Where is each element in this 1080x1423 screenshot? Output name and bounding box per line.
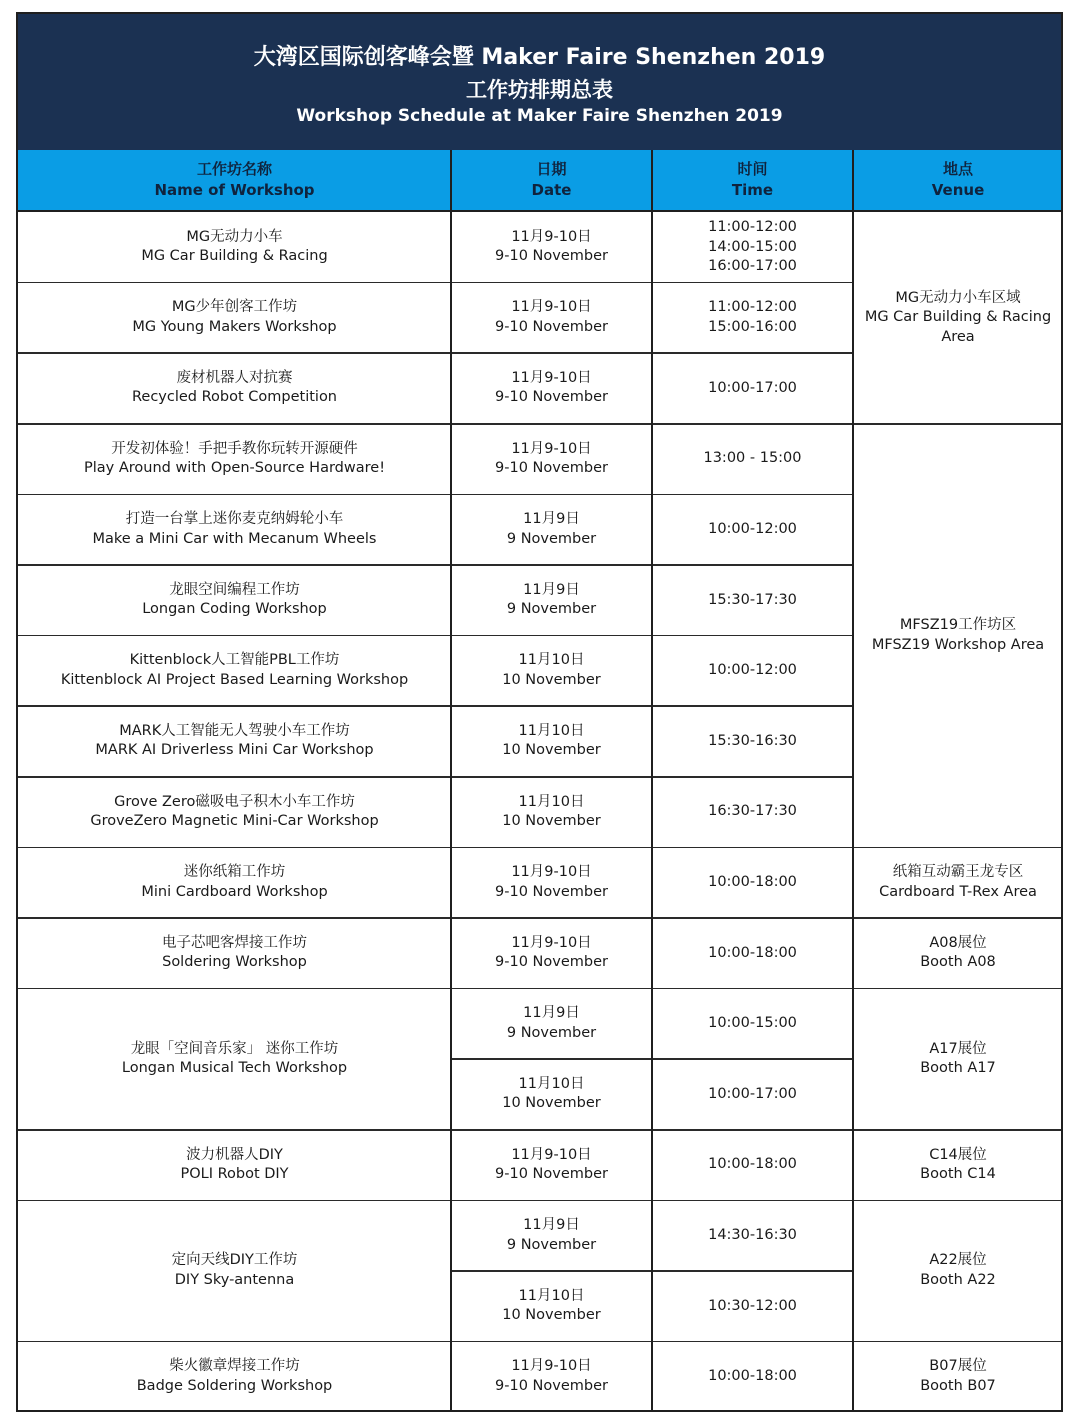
venue-zh: A08展位 [929, 934, 987, 951]
workshop-name-zh: 定向天线DIY工作坊 [171, 1252, 298, 1269]
workshop-name-en: Recycled Robot Competition [131, 389, 338, 406]
venue-cell [853, 1342, 1063, 1412]
date-zh: 11月9-10日 [511, 369, 592, 386]
venue-cell [853, 424, 1063, 848]
workshop-name-zh: MG无动力小车 [186, 228, 283, 245]
time-cell [652, 565, 853, 636]
header-date-en: Date [531, 181, 572, 199]
date-cell [451, 283, 652, 354]
row-divider [18, 988, 451, 990]
workshop-name-cell [18, 636, 451, 707]
date-zh: 11月10日 [518, 722, 585, 739]
date-en: 9-10 November [495, 1166, 608, 1183]
time-slot: 10:00-15:00 [708, 1015, 797, 1032]
time-slot: 16:00-17:00 [708, 258, 797, 275]
date-en: 9-10 November [495, 248, 608, 265]
date-en: 9 November [506, 601, 597, 618]
workshop-name-zh: Grove Zero磁吸电子积木小车工作坊 [114, 793, 355, 810]
time-slot: 10:00-18:00 [708, 1368, 797, 1385]
header-date-zh: 日期 [536, 160, 567, 178]
date-cell [451, 1059, 652, 1130]
venue-zh: A22展位 [929, 1252, 987, 1269]
workshop-name-zh: 废材机器人对抗赛 [176, 369, 293, 386]
workshop-name-en: MG Car Building & Racing [141, 248, 328, 265]
workshop-name-cell [18, 494, 451, 565]
time-cell [652, 1059, 853, 1130]
time-cell [652, 989, 853, 1060]
workshop-name-cell [18, 1200, 451, 1341]
workshop-name-cell [18, 1342, 451, 1412]
column-divider [852, 150, 854, 1412]
time-cell [652, 636, 853, 707]
date-zh: 11月9日 [523, 511, 580, 528]
time-cell [652, 1200, 853, 1271]
venue-en: Booth A17 [920, 1060, 996, 1077]
date-en: 9-10 November [495, 318, 608, 335]
time-slot: 10:00-12:00 [708, 520, 797, 537]
time-cell [652, 1130, 853, 1201]
time-slot: 10:00-18:00 [708, 1156, 797, 1173]
workshop-name-cell [18, 706, 451, 777]
venue-zh: A17展位 [929, 1040, 987, 1057]
date-cell [451, 636, 652, 707]
workshop-name-zh: 打造一台掌上迷你麦克纳姆轮小车 [125, 511, 344, 528]
date-en: 9-10 November [495, 954, 608, 971]
time-cell [652, 283, 853, 354]
date-zh: 11月10日 [518, 652, 585, 669]
date-zh: 11月9-10日 [511, 440, 592, 457]
venue-cell [853, 989, 1063, 1130]
venue-en: MFSZ19 Workshop Area [871, 636, 1045, 653]
workshop-name-zh: MG少年创客工作坊 [171, 299, 298, 316]
header-time [652, 150, 853, 210]
date-en: 9-10 November [495, 1377, 608, 1394]
row-divider [853, 847, 1063, 849]
row-divider [18, 635, 451, 637]
header-time-en: Time [731, 181, 774, 199]
date-en: 9 November [506, 1024, 597, 1041]
time-slot: 11:00-12:00 [708, 299, 797, 316]
time-slot: 14:00-15:00 [708, 238, 797, 255]
date-zh: 11月10日 [518, 793, 585, 810]
time-cell [652, 1271, 853, 1342]
venue-zh: 纸箱互动霸王龙专区 [892, 864, 1024, 881]
row-divider [18, 1129, 451, 1131]
workshop-name-cell [18, 989, 451, 1130]
title-banner [18, 14, 1061, 150]
date-cell [451, 1342, 652, 1412]
row-divider [18, 1200, 451, 1202]
date-cell [451, 494, 652, 565]
workshop-name-cell [18, 565, 451, 636]
date-zh: 11月9-10日 [511, 864, 592, 881]
date-cell [451, 918, 652, 989]
row-divider [18, 776, 451, 778]
time-slot: 10:00-18:00 [708, 944, 797, 961]
header-venue-en: Venue [931, 181, 985, 199]
time-cell [652, 918, 853, 989]
time-slot: 14:30-16:30 [708, 1226, 797, 1243]
row-divider [853, 1200, 1063, 1202]
workshop-name-cell [18, 424, 451, 495]
date-en: 10 November [502, 671, 601, 688]
venue-en: Booth A08 [920, 954, 996, 971]
workshop-name-en: GroveZero Magnetic Mini-Car Workshop [90, 813, 379, 830]
date-en: 10 November [502, 742, 601, 759]
workshop-name-cell [18, 353, 451, 424]
venue-en: MG Car Building & Racing Area [864, 309, 1052, 345]
header-date [451, 150, 652, 210]
date-cell [451, 1200, 652, 1271]
row-divider [853, 988, 1063, 990]
date-cell [451, 989, 652, 1060]
venue-cell [853, 1200, 1063, 1341]
workshop-name-en: Badge Soldering Workshop [136, 1377, 333, 1394]
header-workshop [18, 150, 451, 210]
workshop-name-zh: 波力机器人DIY [186, 1146, 283, 1163]
workshop-name-zh: 迷你纸箱工作坊 [183, 864, 286, 881]
workshop-name-cell [18, 1130, 451, 1201]
row-divider [18, 705, 451, 707]
venue-en: Cardboard T-Rex Area [879, 883, 1037, 900]
date-cell [451, 353, 652, 424]
venue-cell [853, 847, 1063, 918]
header-time-zh: 时间 [737, 160, 768, 178]
workshop-name-en: DIY Sky-antenna [174, 1271, 295, 1288]
date-zh: 11月9日 [523, 1005, 580, 1022]
date-zh: 11月9-10日 [511, 1146, 592, 1163]
row-divider [853, 1129, 1063, 1131]
date-cell [451, 847, 652, 918]
time-cell [652, 353, 853, 424]
venue-cell [853, 1130, 1063, 1201]
column-divider [651, 150, 653, 1412]
workshop-name-cell [18, 777, 451, 848]
workshop-name-cell [18, 847, 451, 918]
date-zh: 11月10日 [518, 1075, 585, 1092]
venue-zh: MG无动力小车区域 [895, 289, 1021, 306]
time-cell [652, 1342, 853, 1412]
workshop-name-en: Play Around with Open-Source Hardware! [83, 460, 386, 477]
date-en: 10 November [502, 1095, 601, 1112]
table-body [18, 212, 1061, 1412]
date-cell [451, 1130, 652, 1201]
workshop-name-en: POLI Robot DIY [180, 1166, 289, 1183]
time-slot: 10:00-17:00 [708, 1085, 797, 1102]
time-slot: 15:30-17:30 [708, 591, 797, 608]
time-cell [652, 777, 853, 848]
workshop-name-zh: 龙眼「空间音乐家」 迷你工作坊 [130, 1040, 339, 1057]
venue-zh: B07展位 [929, 1358, 987, 1375]
date-en: 9 November [506, 1236, 597, 1253]
date-zh: 11月9-10日 [511, 299, 592, 316]
title-line-1: 大湾区国际创客峰会暨 Maker Faire Shenzhen 2019 [253, 45, 826, 70]
workshop-name-en: Longan Musical Tech Workshop [121, 1060, 348, 1077]
title-line-3: Workshop Schedule at Maker Faire Shenzhen 2019 [296, 106, 783, 126]
venue-cell [853, 918, 1063, 989]
workshop-name-cell [18, 918, 451, 989]
time-slot: 10:00-18:00 [708, 873, 797, 890]
date-cell [451, 212, 652, 283]
venue-cell [853, 212, 1063, 424]
schedule-table [16, 12, 1063, 1412]
row-divider [18, 352, 451, 354]
date-zh: 11月9日 [523, 581, 580, 598]
time-cell [652, 212, 853, 283]
time-slot: 10:00-17:00 [708, 379, 797, 396]
time-slot: 15:30-16:30 [708, 732, 797, 749]
time-slot: 15:00-16:00 [708, 318, 797, 335]
workshop-name-zh: 龙眼空间编程工作坊 [169, 581, 300, 598]
header-workshop-en: Name of Workshop [154, 181, 315, 199]
row-divider [18, 423, 451, 425]
time-cell [652, 847, 853, 918]
row-divider [18, 564, 451, 566]
workshop-name-en: MARK AI Driverless Mini Car Workshop [95, 742, 374, 759]
time-slot: 10:30-12:00 [708, 1297, 797, 1314]
time-slot: 16:30-17:30 [708, 803, 797, 820]
venue-en: Booth A22 [920, 1271, 996, 1288]
workshop-name-zh: 柴火徽章焊接工作坊 [169, 1358, 300, 1375]
row-divider [18, 1341, 451, 1343]
date-zh: 11月10日 [518, 1287, 585, 1304]
date-en: 10 November [502, 813, 601, 830]
date-cell [451, 565, 652, 636]
venue-en: Booth C14 [920, 1166, 996, 1183]
date-en: 9-10 November [495, 460, 608, 477]
date-zh: 11月9日 [523, 1217, 580, 1234]
venue-en: Booth B07 [920, 1377, 996, 1394]
row-divider [18, 282, 451, 284]
date-zh: 11月9-10日 [511, 1358, 592, 1375]
time-cell [652, 706, 853, 777]
workshop-name-en: Make a Mini Car with Mecanum Wheels [92, 530, 377, 547]
date-en: 9-10 November [495, 883, 608, 900]
workshop-name-zh: MARK人工智能无人驾驶小车工作坊 [119, 722, 350, 739]
row-divider [853, 423, 1063, 425]
workshop-name-zh: Kittenblock人工智能PBL工作坊 [129, 652, 340, 669]
header-venue [853, 150, 1063, 210]
date-en: 9 November [506, 530, 597, 547]
row-divider [853, 917, 1063, 919]
date-zh: 11月9-10日 [511, 934, 592, 951]
row-divider [18, 917, 451, 919]
workshop-name-en: Kittenblock AI Project Based Learning Workshop [60, 671, 409, 688]
workshop-name-cell [18, 283, 451, 354]
header-workshop-zh: 工作坊名称 [196, 160, 272, 178]
workshop-name-en: Longan Coding Workshop [142, 601, 327, 618]
workshop-name-en: Soldering Workshop [162, 954, 307, 971]
workshop-name-en: MG Young Makers Workshop [132, 318, 337, 335]
workshop-name-en: Mini Cardboard Workshop [141, 883, 328, 900]
header-venue-zh: 地点 [942, 160, 973, 178]
title-line-2: 工作坊排期总表 [466, 78, 613, 102]
time-slot: 11:00-12:00 [708, 219, 797, 236]
workshop-name-zh: 电子芯吧客焊接工作坊 [162, 934, 307, 951]
date-en: 10 November [502, 1307, 601, 1324]
date-zh: 11月9-10日 [511, 228, 592, 245]
workshop-name-zh: 开发初体验！手把手教你玩转开源硬件 [111, 440, 358, 457]
venue-zh: MFSZ19工作坊区 [899, 617, 1017, 634]
row-divider [18, 494, 451, 496]
date-cell [451, 1271, 652, 1342]
date-cell [451, 777, 652, 848]
time-slot: 13:00 - 15:00 [703, 450, 802, 467]
column-divider [450, 150, 452, 1412]
row-divider [18, 847, 451, 849]
venue-zh: C14展位 [929, 1146, 987, 1163]
time-cell [652, 424, 853, 495]
time-cell [652, 494, 853, 565]
date-cell [451, 706, 652, 777]
time-slot: 10:00-12:00 [708, 662, 797, 679]
date-cell [451, 424, 652, 495]
header-row [18, 150, 1061, 212]
workshop-name-cell [18, 212, 451, 283]
date-en: 9-10 November [495, 389, 608, 406]
row-divider [853, 1341, 1063, 1343]
